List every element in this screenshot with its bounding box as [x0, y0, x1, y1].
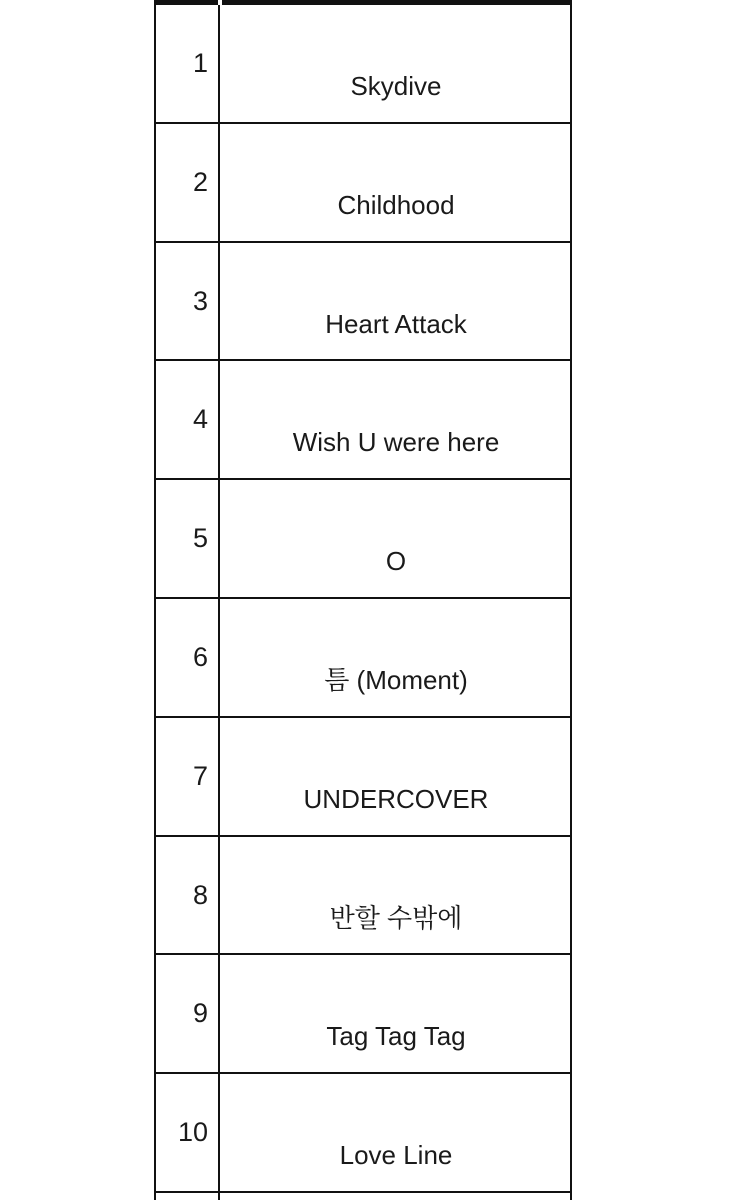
number-cell	[156, 480, 220, 597]
table-body	[154, 5, 572, 1200]
song-title: Wish U were here	[292, 427, 500, 458]
title-cell	[222, 1074, 570, 1191]
song-title: Childhood	[337, 189, 455, 220]
table-row	[154, 599, 572, 718]
row-number: 2	[192, 166, 208, 197]
song-title: UNDERCOVER	[303, 783, 489, 814]
title-cell	[222, 837, 570, 954]
table-row	[154, 1074, 572, 1193]
number-cell	[156, 955, 220, 1072]
number-cell	[156, 5, 220, 122]
number-cell	[156, 124, 220, 241]
song-title: 반할 수밖에	[329, 902, 463, 933]
table-row	[154, 5, 572, 124]
number-cell	[156, 243, 220, 360]
row-number: 7	[192, 760, 208, 791]
row-number: 5	[192, 523, 208, 554]
title-cell	[222, 955, 570, 1072]
song-title: O	[385, 546, 407, 577]
row-number: 3	[192, 285, 208, 316]
row-number: 8	[192, 879, 208, 910]
number-cell	[156, 718, 220, 835]
row-number: 6	[192, 641, 208, 672]
row-number: 9	[192, 998, 208, 1029]
song-table	[154, 0, 572, 1200]
song-title: Skydive	[350, 71, 442, 101]
title-cell	[222, 599, 570, 716]
row-number: 10	[177, 1117, 208, 1148]
song-title: Tag Tag Tag	[326, 1021, 466, 1052]
title-cell	[222, 718, 570, 835]
number-cell	[156, 837, 220, 954]
table-row	[154, 955, 572, 1074]
title-cell	[222, 243, 570, 360]
table-row	[154, 124, 572, 243]
number-cell	[156, 361, 220, 478]
number-cell	[156, 1074, 220, 1191]
table-row	[154, 243, 572, 362]
song-title: Heart Attack	[325, 308, 467, 339]
song-title: Love Line	[339, 1140, 453, 1171]
number-cell	[156, 1193, 220, 1200]
number-cell	[156, 599, 220, 716]
table-row	[154, 480, 572, 599]
table-row	[154, 361, 572, 480]
title-cell	[222, 124, 570, 241]
song-title: 틈 (Moment)	[324, 664, 468, 695]
table-row-partial	[154, 1193, 572, 1200]
title-cell	[222, 5, 570, 122]
row-number: 1	[192, 48, 208, 78]
title-cell	[222, 361, 570, 478]
table-row	[154, 718, 572, 837]
table-row	[154, 837, 572, 956]
row-number: 4	[192, 404, 208, 435]
title-cell	[222, 480, 570, 597]
